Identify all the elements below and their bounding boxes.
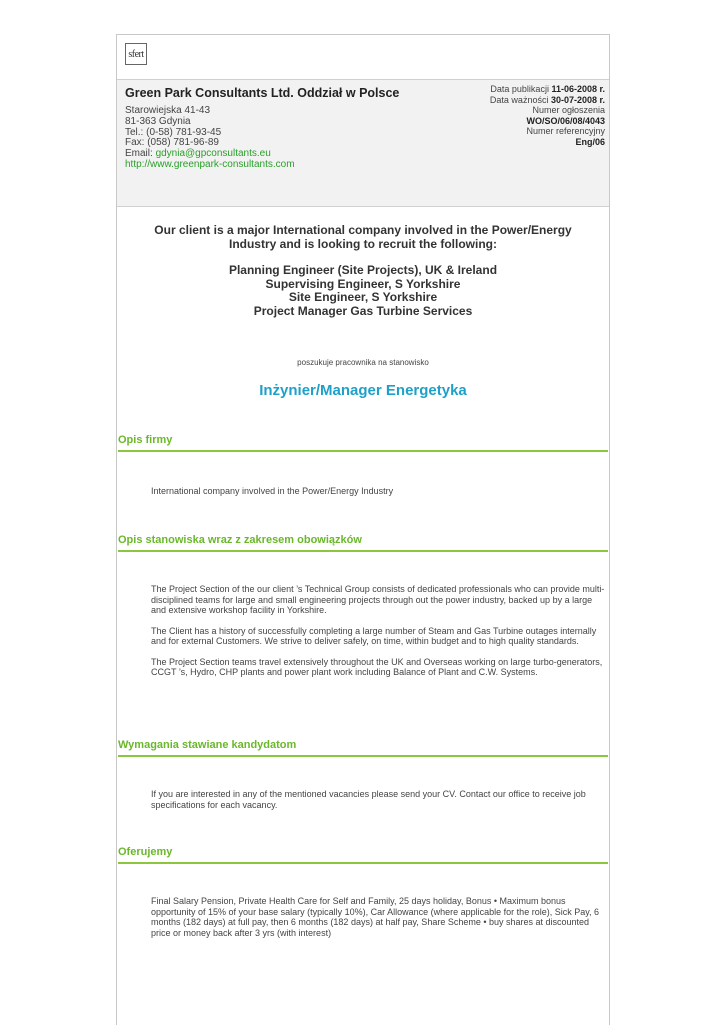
job-description: The Project Section of the our client ’s Technical Group consists of dedicated professionals who can provide multi-disciplined teams for large and small engineering projects through out the power industry, backed up by a large and extensive workshop facility in Yorkshire. The Client has a history of successfully completing a large number of Steam and Gas Turbine outages internally and for external Customers. We strive to deliver safely, on time, within budget and to high quality standards. The Project Section teams travel extensively throughout the UK and Overseas working on large turbo-generators, CCGT ’s, Hydro, CHP plants and power plant work including Balance of Plant and C.W. Systems.	[151, 584, 605, 677]
email-link[interactable]: gdynia@gpconsultants.eu	[155, 148, 271, 160]
section-heading-company: Opis firmy	[118, 434, 608, 452]
expiry-date: Data ważności 30-07-2008 r.	[489, 94, 605, 105]
position-item: Planning Engineer (Site Projects), UK & Ireland	[228, 263, 498, 277]
company-street: Starowiejska 41-43	[125, 105, 211, 116]
company-fax: Fax: (058) 781-96-89	[125, 137, 219, 149]
position-item: Project Manager Gas Turbine Services	[253, 303, 473, 318]
seeking-text: poszukuje pracownika na stanowisko	[297, 358, 429, 367]
publication-date: Data publikacji 11-06-2008 r.	[490, 84, 605, 94]
position-item: Supervising Engineer, S Yorkshire	[265, 276, 461, 291]
company-name: Green Park Consultants Ltd. Oddział w Polsce	[125, 86, 400, 100]
positions-list	[117, 264, 609, 318]
ad-number: WO/SO/06/08/4043	[526, 115, 605, 126]
company-city: 81-363 Gdynia	[125, 115, 191, 127]
email-label: Email:	[125, 148, 156, 160]
job-ad-page	[116, 34, 610, 1025]
offer-text: Final Salary Pension, Private Health Care for Self and Family, 25 days holiday, Bonus • Maximum bonus opportunity of 15% of your base salary (typically 10%), Car Allowance (where applicable for the role), Sick Pay, 6 months (182 days) at full pay, then 6 months (182 days) at half pay, Share Scheme • buy shares at discounted price or money back after 3 yrs (with interest)	[151, 896, 600, 938]
company-tel: Tel.: (0-58) 781-93-45	[125, 126, 222, 138]
requirements-text: If you are interested in any of the mentioned vacancies please send your CV. Contact our office to receive job specifications for each vacancy.	[151, 789, 586, 810]
company-header	[117, 79, 609, 207]
company-address	[125, 106, 295, 171]
position-item: Site Engineer, S Yorkshire	[288, 290, 438, 304]
website-link[interactable]: http://www.greenpark-consultants.com	[125, 158, 295, 170]
intro-text: Our client is a major International company involved in the Power/Energy Industry and is looking to recruit the following:	[154, 223, 572, 251]
company-description: International company involved in the Power/Energy Industry	[151, 486, 394, 496]
reference-label: Numer referencyjny	[526, 126, 605, 136]
reference-number: Eng/06	[575, 136, 605, 147]
company-logo: sfert	[125, 43, 147, 65]
ad-meta	[490, 84, 605, 147]
ad-number-label: Numer ogłoszenia	[532, 105, 605, 115]
section-heading-job: Opis stanowiska wraz z zakresem obowiązków	[118, 534, 608, 552]
section-heading-requirements: Wymagania stawiane kandydatom	[118, 739, 608, 757]
job-title: Inżynier/Manager Energetyka	[259, 382, 467, 399]
section-heading-offer: Oferujemy	[118, 846, 608, 864]
